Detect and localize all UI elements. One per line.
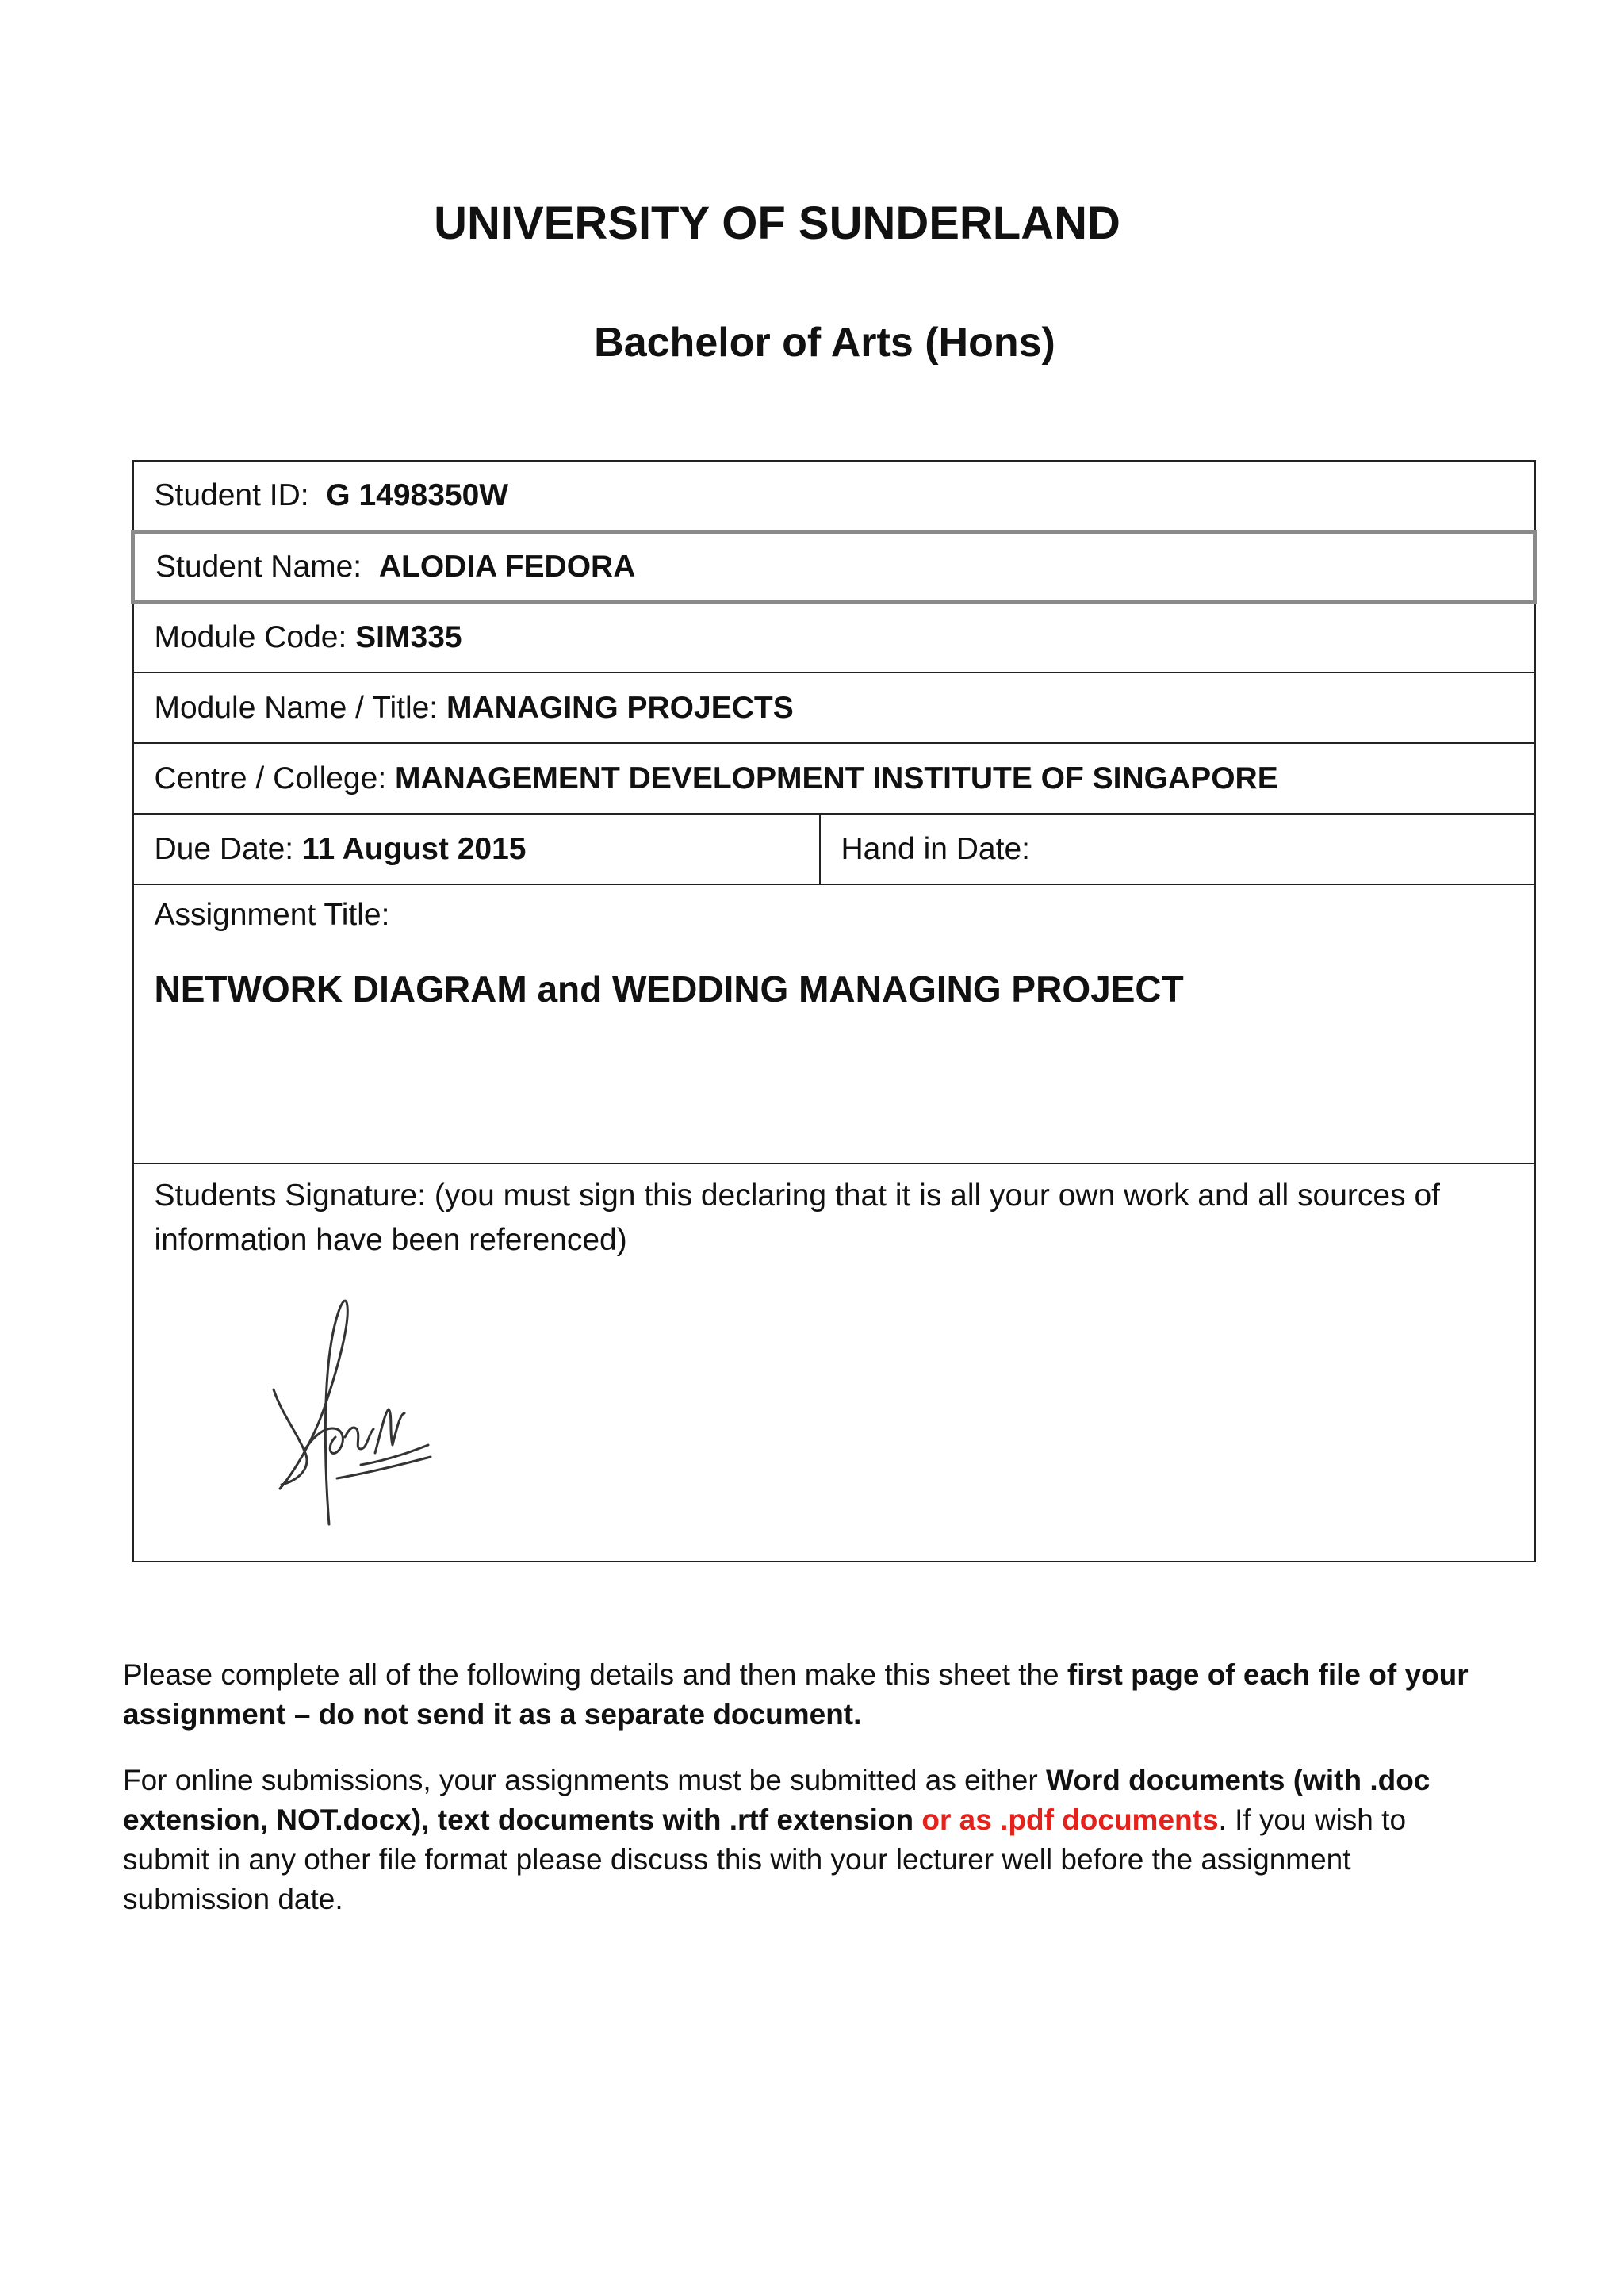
assignment-title-field	[133, 884, 1535, 1163]
module-name-value: MANAGING PROJECTS	[446, 690, 794, 725]
student-name-row	[133, 531, 1535, 602]
coversheet-form	[131, 460, 1537, 1562]
handwritten-signature	[250, 1294, 440, 1532]
dates-row	[133, 814, 1535, 884]
instruction-1-text: Please complete all of the following details and then make this sheet the	[123, 1658, 1067, 1691]
module-code-field	[133, 602, 1535, 673]
signature-field	[133, 1163, 1535, 1562]
hand-in-date-field	[820, 814, 1535, 884]
assignment-title-label: Assignment Title:	[154, 898, 390, 932]
centre-label: Centre / College:	[154, 761, 387, 795]
student-id-value: G 1498350W	[326, 477, 509, 512]
instruction-2-emphasis: Word documents (with .doc extension, NOT.docx), text documents with .rtf extension	[123, 1764, 1431, 1836]
due-date-value: 11 August 2015	[301, 831, 527, 866]
student-name-value: ALODIA FEDORA	[378, 549, 636, 584]
module-name-row	[133, 673, 1535, 743]
instruction-paragraph-2	[123, 1761, 1471, 1919]
centre-value: MANAGEMENT DEVELOPMENT INSTITUTE OF SINGAPORE	[395, 761, 1278, 795]
instruction-paragraph-1	[123, 1655, 1471, 1734]
instruction-1-emphasis: first page of each file of your assignment – do not send it as a separate document.	[123, 1658, 1469, 1731]
student-id-field	[133, 461, 1535, 531]
instruction-2-red-emphasis: or as .pdf documents	[914, 1803, 1219, 1836]
instruction-2-text-b: . If you wish to submit in any other file format please discuss this with your lecturer well before the assignment submission date.	[123, 1803, 1407, 1915]
student-id-label: Student ID:	[154, 477, 309, 512]
student-id-row	[133, 461, 1535, 531]
due-date-label: Due Date:	[154, 831, 294, 866]
student-name-label: Student Name:	[155, 549, 362, 584]
module-code-row	[133, 602, 1535, 673]
centre-row	[133, 743, 1535, 814]
degree-title: Bachelor of Arts (Hons)	[594, 320, 1055, 366]
module-name-label: Module Name / Title:	[154, 690, 439, 725]
signature-row	[133, 1163, 1535, 1562]
instruction-2-text-a: For online submissions, your assignments must be submitted as either	[123, 1764, 1046, 1796]
assignment-title-value: NETWORK DIAGRAM and WEDDING MANAGING PROJECT	[154, 968, 1184, 1010]
centre-field	[133, 743, 1535, 814]
due-date-field	[133, 814, 820, 884]
module-code-value: SIM335	[355, 620, 462, 655]
student-name-field	[133, 531, 1535, 602]
module-name-field	[133, 673, 1535, 743]
assignment-title-row	[133, 884, 1535, 1163]
hand-in-date-label: Hand in Date:	[841, 831, 1030, 866]
signature-label: Students Signature: (you must sign this declaring that it is all your own work and all sources of information have been referenced)	[154, 1179, 1440, 1257]
module-code-label: Module Code:	[154, 620, 347, 655]
university-title: UNIVERSITY OF SUNDERLAND	[434, 197, 1120, 249]
